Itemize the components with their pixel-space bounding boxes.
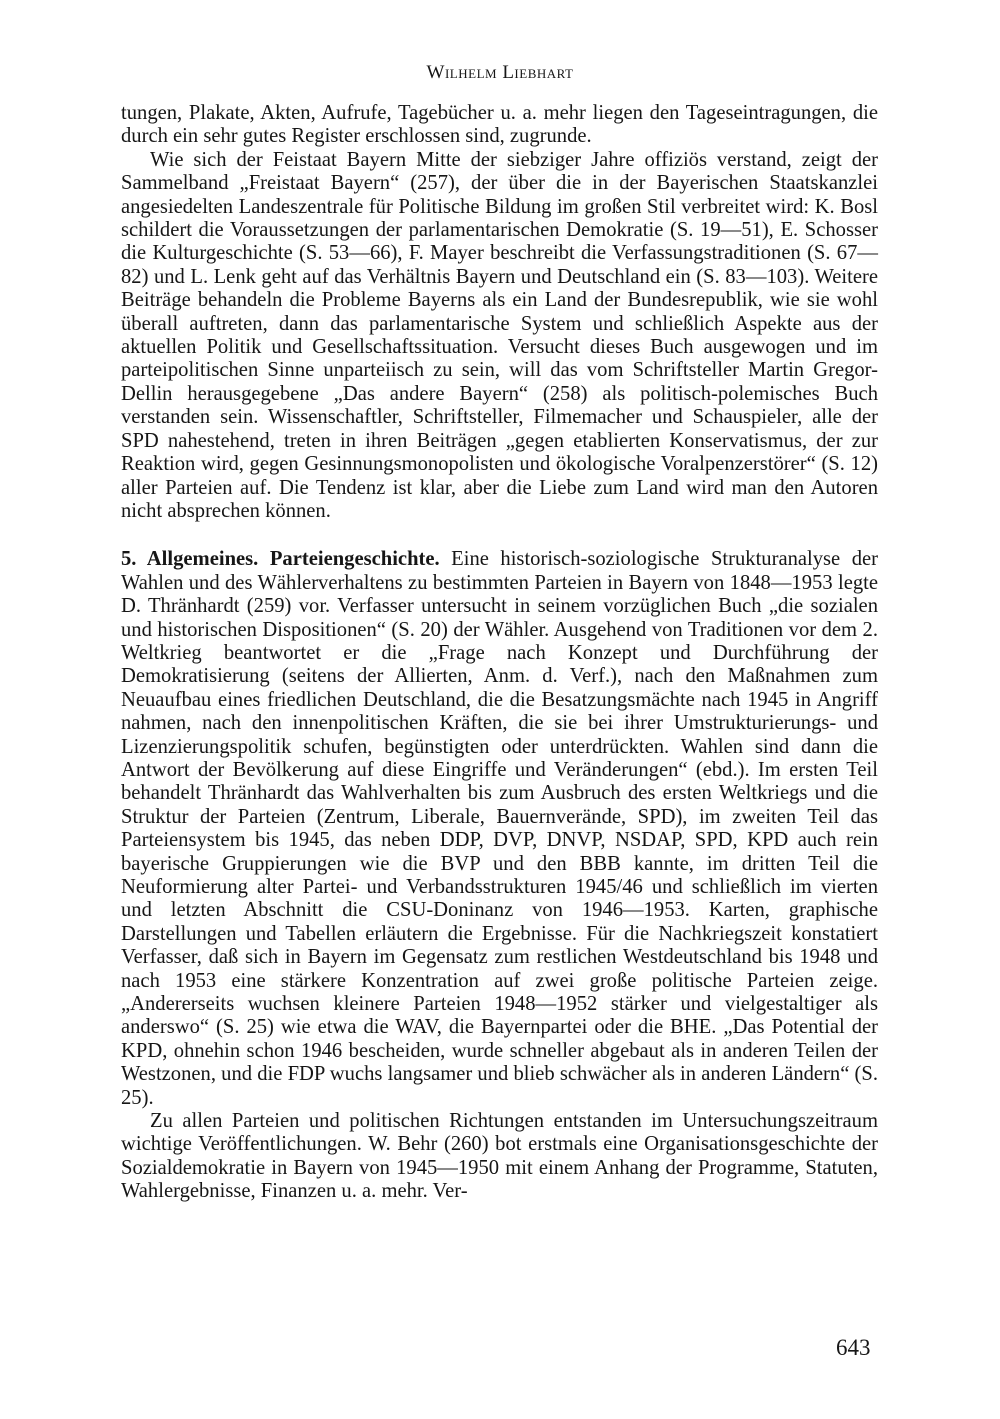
paragraph-text: tungen, Plakate, Akten, Aufrufe, Tagebücher u. a. mehr liegen den Tageseintragungen, die durch ein sehr gutes Register erschlossen sind, zugrunde. bbox=[121, 102, 878, 148]
paragraph-continuation bbox=[121, 102, 878, 149]
paragraph bbox=[121, 1110, 878, 1204]
page-number: 643 bbox=[836, 1335, 871, 1360]
paragraph bbox=[121, 149, 878, 524]
body-text bbox=[121, 102, 878, 1204]
section-paragraph bbox=[121, 548, 878, 1110]
header-author: Wilhelm Liebhart bbox=[426, 62, 574, 83]
paragraph-text: Wie sich der Feistaat Bayern Mitte der siebziger Jahre offiziös verstand, zeigt der Sammelband „Freistaat Bayern“ (257), der über die in der Bayerischen Staatskanzlei angesiedelten Landeszentrale für Politische Bildung im großen Stil verbreitet wird: K. Bosl schildert die Voraussetzungen der parlamentarischen Demokratie (S. 19—51), E. Schosser die Kulturgeschichte (S. 53—66), F. Mayer beschreibt die Verfassungstraditionen (S. 67—82) und L. Lenk geht auf das Verhältnis Bayern und Deutschland ein (S. 83—103). Weitere Beiträge behandeln die Probleme Bayerns als ein Land der Bundesrepublik, wie sie wohl überall auftreten, dann das parlamentarische System und schließlich Aspekte aus der aktuellen Politik und Gesellschaftssituation. Versucht dieses Buch ausgewogen und im parteipolitischen Sinne unparteiisch zu sein, will das vom Schriftsteller Martin Gregor-Dellin herausgegebene „Das andere Bayern“ (258) als politisch-polemisches Buch verstanden sein. Wissenschaftler, Schriftsteller, Filmemacher und Schauspieler, alle der SPD nahestehend, treten in ihren Beiträgen „gegen etablierten Konservatismus, der zur Reaktion wird, gegen Gesinnungsmonopolisten und ökologische Voralpenzerstörer“ (S. 12) aller Parteien auf. Die Tendenz ist klar, aber die Liebe zum Land wird man den Autoren nicht absprechen können. bbox=[121, 148, 878, 522]
section-heading: 5. Allgemeines. Parteiengeschichte. bbox=[121, 548, 440, 571]
running-header bbox=[0, 62, 1000, 84]
paragraph-text: Zu allen Parteien und politischen Richtungen entstanden im Untersuchungszeitraum wichtige Veröffentlichungen. W. Behr (260) bot erstmals eine Organisationsgeschichte der Sozialdemokratie in Bayern von 1945—1950 mit einem Anhang der Programme, Statuten, Wahlergebnisse, Finanzen u. a. mehr. Ver- bbox=[121, 1110, 878, 1203]
paragraph-text: Eine historisch-soziologische Strukturanalyse der Wahlen und des Wählerverhaltens zu bestimmten Parteien in Bayern von 1848—1953 legte D. Thränhardt (259) vor. Verfasser untersucht in seinem vorzüglichen Buch „die sozialen und historischen Dispositionen“ (S. 20) der Wähler. Ausgehend von Traditionen vor dem 2. Weltkrieg beantwortet er die „Frage nach Konzept und Durchführung der Demokratisierung (seitens der Allierten, Anm. d. Verf.), nach den Maßnahmen zum Neuaufbau eines friedlichen Deutschland, die die Besatzungsmächte nach 1945 in Angriff nahmen, nach den innenpolitischen Kräften, die sie bei ihrer Umstrukturierungs- und Lizenzierungspolitik schufen, begünstigten oder unterdrückten. Wahlen sind dann die Antwort der Bevölkerung auf diese Eingriffe und Veränderungen“ (ebd.). Im ersten Teil behandelt Thränhardt das Wahlverhalten bis zum Ausbruch des ersten Weltkriegs und die Struktur der Parteien (Zentrum, Liberale, Bauernverände, SPD), im zweiten Teil das Parteiensystem bis 1945, das neben DDP, DVP, DNVP, NSDAP, SPD, KPD auch rein bayerische Gruppierungen wie die BVP und den BBB kannte, im dritten Teil die Neuformierung alter Partei- und Verbandsstrukturen 1945/46 und schließlich im vierten und letzten Abschnitt die CSU-Doninanz von 1946—1953. Karten, graphische Darstellungen und Tabellen erläutern die Ergebnisse. Für die Nachkriegszeit konstatiert Verfasser, daß sich in Bayern im Gegensatz zum restlichen Westdeutschland bis 1948 und nach 1953 eine stärkere Konzentration auf zwei große politische Parteien zeige. „Andererseits wuchsen kleinere Parteien 1948—1952 stärker und vielgestaltiger als anderswo“ (S. 25) wie etwa die WAV, die Bayernpartei oder die BHE. „Das Potential der KPD, ohnehin schon 1946 bescheiden, wurde schneller abgebaut als in anderen Teilen der Westzonen, und die FDP wuchs langsamer und blieb schwächer als in anderen Ländern“ (S. 25). bbox=[121, 548, 878, 1109]
